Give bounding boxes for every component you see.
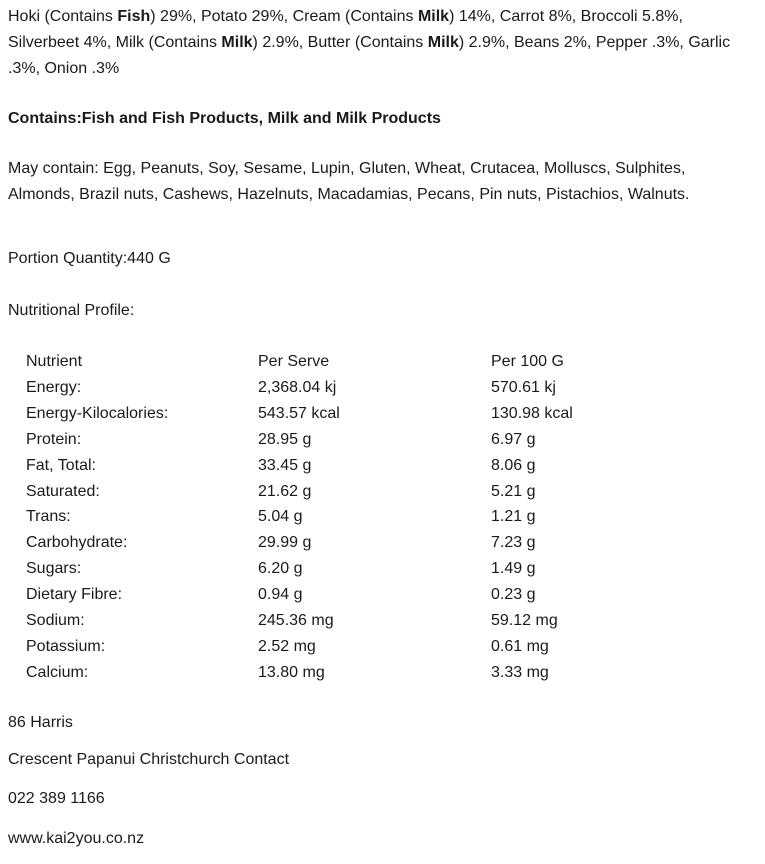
contains-statement: Contains:Fish and Fish Products, Milk and Milk Products xyxy=(8,110,441,127)
nutrient-name: Trans: xyxy=(26,508,71,526)
ingredients-text: ) 2.9%, Beans 2%, Pepper .3%, Garlic .3%, Onion .3% xyxy=(8,34,731,77)
per-100g-value: 3.33 mg xyxy=(491,663,549,681)
address-line-1: 86 Harris xyxy=(8,713,73,731)
nutrient-name: Calcium: xyxy=(26,663,89,681)
nutrient-name: Sodium: xyxy=(26,612,85,630)
table-row xyxy=(26,427,691,453)
address-line-2: Crescent Papanui Christchurch Contact xyxy=(8,750,290,768)
per-100g-value: 1.49 g xyxy=(491,560,536,578)
table-row xyxy=(26,582,691,608)
per-100g-value: 7.23 g xyxy=(491,534,536,552)
nutrient-name: Dietary Fibre: xyxy=(26,586,123,604)
may-contain-statement: May contain: Egg, Peanuts, Soy, Sesame, Lupin, Gluten, Wheat, Crutacea, Molluscs, Sulphites, Almonds, Brazil nuts, Cashews, Hazelnuts, Macadamias, Pecans, Pin nuts, Pistachios, Walnuts. xyxy=(8,160,690,203)
website-link[interactable]: www.kai2you.co.nz xyxy=(8,829,145,847)
phone-number: 022 389 1166 xyxy=(8,789,105,807)
table-row xyxy=(26,401,691,427)
nutrient-name: Protein: xyxy=(26,430,82,448)
ingredients-text: ) 29%, Potato 29%, Cream (Contains xyxy=(150,8,418,25)
nutrient-name: Carbohydrate: xyxy=(26,534,128,552)
allergen-milk: Milk xyxy=(221,34,253,51)
table-row xyxy=(26,556,691,582)
nutrient-name: Energy: xyxy=(26,378,82,396)
nutrient-name: Energy-Kilocalories: xyxy=(26,404,169,422)
table-row xyxy=(26,504,691,530)
ingredients-list xyxy=(8,4,756,82)
per-serve-value: 6.20 g xyxy=(258,560,303,578)
ingredients-text: ) 14%, Carrot 8%, Broccoli 5.8%, Silverbeet 4%, Milk (Contains xyxy=(8,8,683,51)
per-serve-value: 0.94 g xyxy=(258,586,303,604)
ingredients-text: ) 2.9%, Butter (Contains xyxy=(252,34,428,51)
allergen-fish: Fish xyxy=(117,8,151,25)
per-serve-value: 2,368.04 kj xyxy=(258,378,337,396)
per-100g-value: 130.98 kcal xyxy=(491,404,573,422)
table-row xyxy=(26,608,691,634)
nutritional-profile-title: Nutritional Profile: xyxy=(8,302,135,319)
table-row xyxy=(26,634,691,660)
per-serve-value: 543.57 kcal xyxy=(258,404,340,422)
per-100g-value: 8.06 g xyxy=(491,456,536,474)
allergen-milk: Milk xyxy=(427,34,459,51)
per-100g-value: 0.23 g xyxy=(491,586,536,604)
table-row xyxy=(26,479,691,505)
table-row xyxy=(26,660,691,686)
per-100g-value: 1.21 g xyxy=(491,508,536,526)
per-100g-value: 6.97 g xyxy=(491,430,536,448)
per-serve-value: 29.99 g xyxy=(258,534,312,552)
per-serve-value: 21.62 g xyxy=(258,482,312,500)
per-100g-value: 59.12 mg xyxy=(491,612,558,630)
per-100g-value: 570.61 kj xyxy=(491,378,556,396)
per-serve-value: 13.80 mg xyxy=(258,663,325,681)
nutrient-name: Potassium: xyxy=(26,637,106,655)
header-per-serve: Per Serve xyxy=(258,353,330,370)
table-row xyxy=(26,375,691,401)
header-nutrient: Nutrient xyxy=(26,353,83,370)
nutrient-name: Sugars: xyxy=(26,560,82,578)
per-serve-value: 245.36 mg xyxy=(258,612,334,630)
allergen-milk: Milk xyxy=(417,8,450,25)
per-serve-value: 28.95 g xyxy=(258,430,312,448)
table-row xyxy=(26,453,691,479)
nutrient-name: Saturated: xyxy=(26,482,100,500)
per-100g-value: 5.21 g xyxy=(491,482,536,500)
per-serve-value: 2.52 mg xyxy=(258,637,316,655)
per-serve-value: 5.04 g xyxy=(258,508,303,526)
ingredients-text: Hoki (Contains xyxy=(8,8,118,25)
nutrition-table xyxy=(26,349,691,686)
per-serve-value: 33.45 g xyxy=(258,456,312,474)
table-row xyxy=(26,530,691,556)
nutrition-header-row xyxy=(26,349,691,375)
nutrient-name: Fat, Total: xyxy=(26,456,96,474)
per-100g-value: 0.61 mg xyxy=(491,637,549,655)
header-per-100g: Per 100 G xyxy=(491,353,564,370)
portion-quantity: Portion Quantity:440 G xyxy=(8,250,171,267)
